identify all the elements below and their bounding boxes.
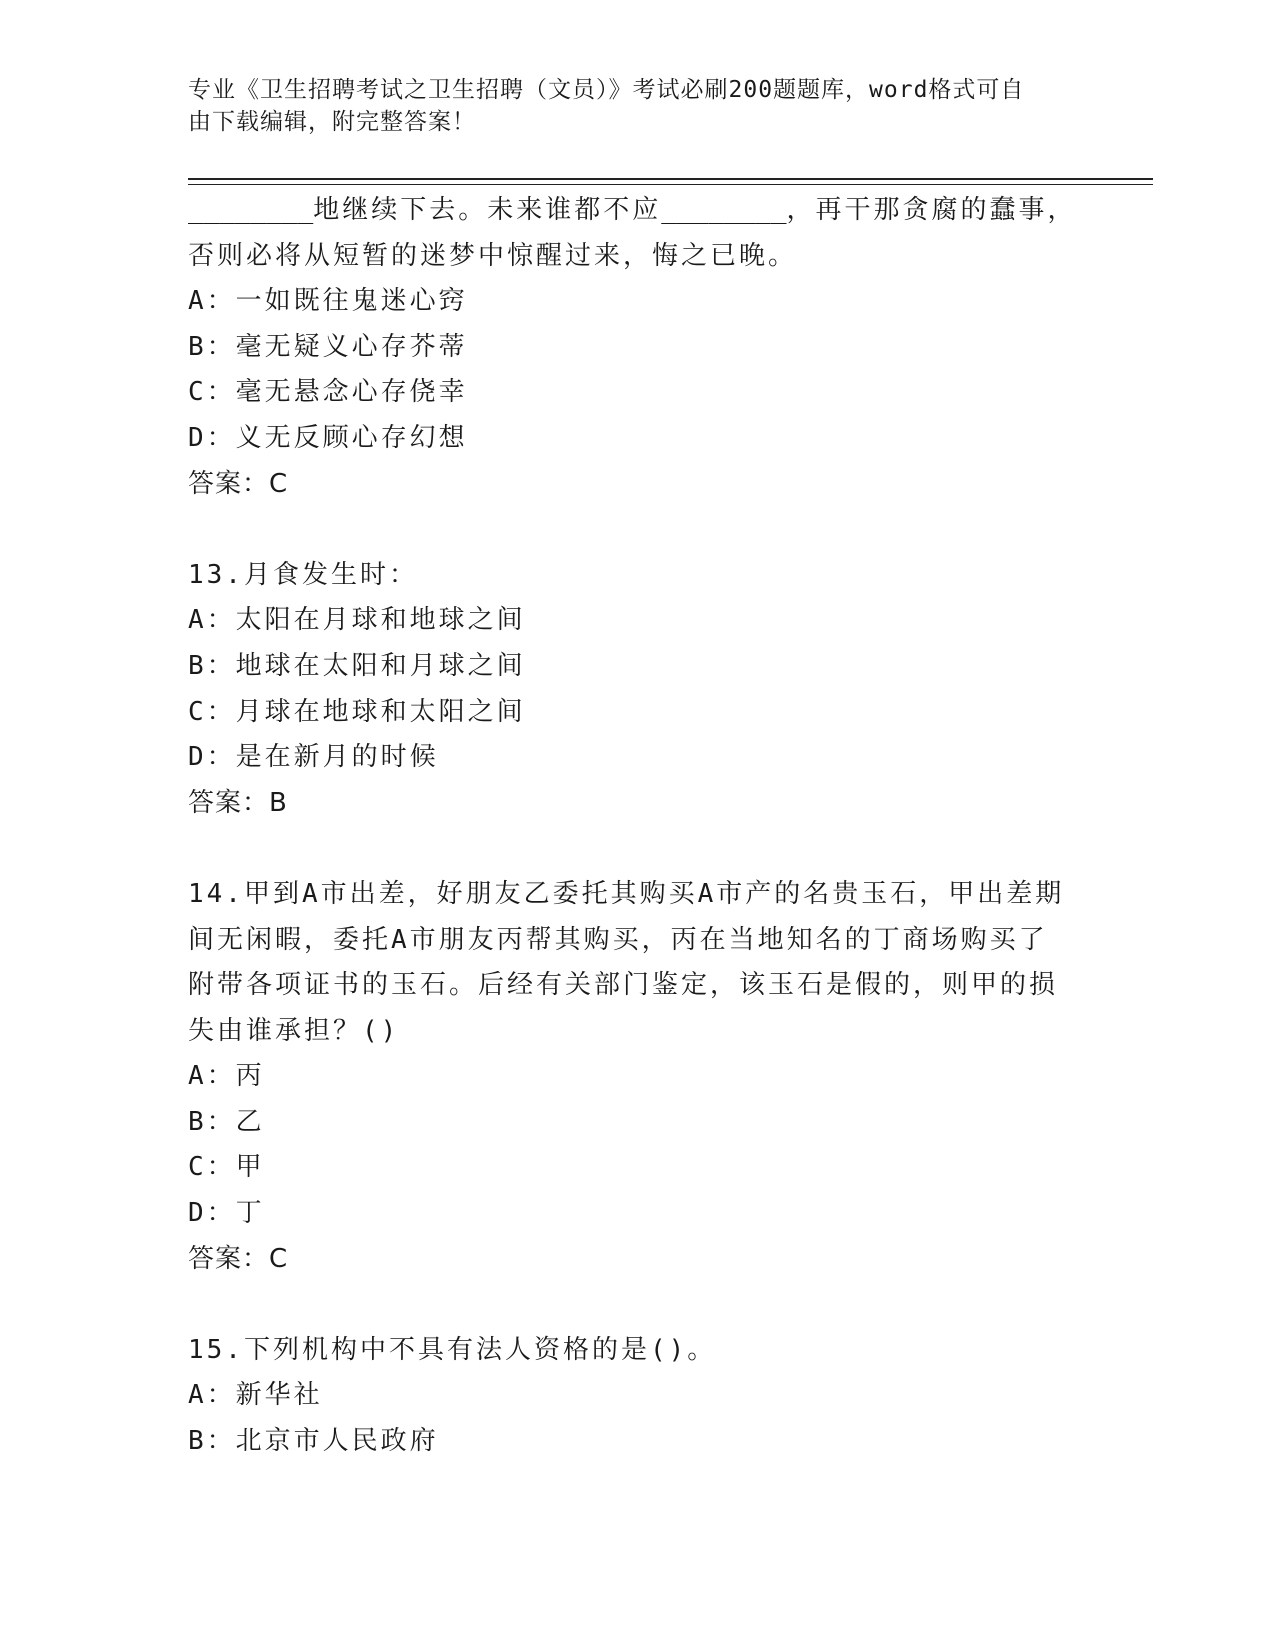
- option-d: D：是在新月的时候: [188, 742, 439, 773]
- fill-blank: ________: [661, 195, 787, 225]
- question-stem: 13.月食发生时：: [188, 559, 418, 590]
- option-b: B：毫无疑义心存芥蒂: [188, 331, 468, 362]
- document-header: [188, 74, 1068, 138]
- option-d: D：义无反顾心存幻想: [188, 422, 468, 453]
- answer-line: 答案：B: [188, 787, 288, 818]
- spacer: [188, 507, 1088, 553]
- question-list: [188, 188, 1088, 1465]
- stem-text: ，再干那贪腐的蠢事，: [786, 195, 1077, 225]
- header-line-1: 专业《卫生招聘考试之卫生招聘（文员）》考试必刷200题题库，word格式可自: [188, 77, 1025, 103]
- spacer: [188, 826, 1088, 872]
- option-b: B：乙: [188, 1106, 265, 1137]
- option-c: C：甲: [188, 1152, 265, 1183]
- header-divider-thick: [188, 178, 1153, 180]
- question-15: [188, 1328, 1088, 1465]
- question-stem-line: 附带各项证书的玉石。后经有关部门鉴定，该玉石是假的，则甲的损: [188, 970, 1059, 1001]
- spacer: [188, 1282, 1088, 1328]
- question-12-continuation: [188, 188, 1088, 507]
- option-a: A：丙: [188, 1061, 265, 1092]
- question-stem-line: [188, 188, 1088, 234]
- option-b: B：北京市人民政府: [188, 1426, 439, 1457]
- answer-line: 答案：C: [188, 468, 289, 499]
- question-stem: 15.下列机构中不具有法人资格的是()。: [188, 1334, 717, 1365]
- option-a: A：新华社: [188, 1380, 323, 1411]
- question-stem-line: 间无闲暇，委托A市朋友丙帮其购买，丙在当地知名的丁商场购买了: [188, 924, 1048, 955]
- header-line-2: 由下载编辑，附完整答案！: [188, 109, 476, 135]
- option-c: C：月球在地球和太阳之间: [188, 696, 526, 727]
- question-stem-line: 14.甲到A市出差，好朋友乙委托其购买A市产的名贵玉石，甲出差期: [188, 878, 1065, 909]
- question-stem-line: 失由谁承担？(): [188, 1015, 400, 1046]
- header-divider-thin: [188, 184, 1153, 185]
- question-14: [188, 872, 1088, 1282]
- fill-blank: ________: [188, 195, 314, 225]
- option-c: C：毫无悬念心存侥幸: [188, 377, 468, 408]
- option-d: D：丁: [188, 1198, 265, 1229]
- option-a: A：一如既往鬼迷心窍: [188, 286, 468, 317]
- option-a: A：太阳在月球和地球之间: [188, 605, 526, 636]
- question-13: [188, 553, 1088, 827]
- question-stem-line: 否则必将从短暂的迷梦中惊醒过来，悔之已晚。: [188, 240, 798, 271]
- stem-text: 地继续下去。未来谁都不应: [313, 195, 662, 225]
- answer-line: 答案：C: [188, 1243, 289, 1274]
- option-b: B：地球在太阳和月球之间: [188, 650, 526, 681]
